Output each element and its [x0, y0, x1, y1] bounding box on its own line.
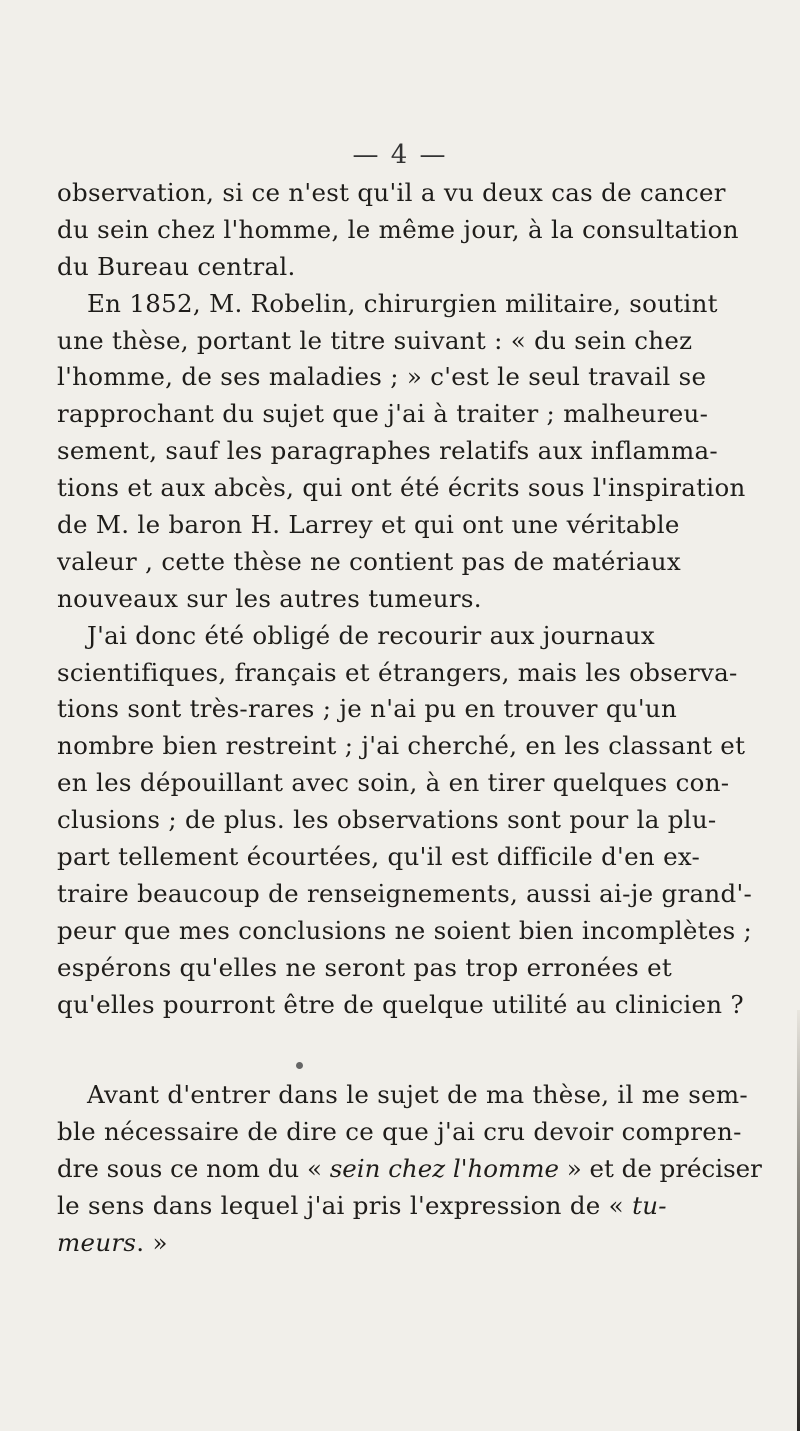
text-segment: » et de préciser: [558, 1153, 762, 1183]
text-line: part tellement écourtées, qu'il est difficile d'en ex-: [57, 842, 701, 872]
text-line: En 1852, M. Robelin, chirurgien militaire, soutint: [87, 288, 718, 318]
italic-segment: meurs: [57, 1227, 137, 1257]
text-line: tions sont très-rares ; je n'ai pu en trouver qu'un: [57, 694, 678, 724]
text-line: une thèse, portant le titre suivant : « du sein chez: [57, 325, 693, 355]
paragraph-block-1: [57, 175, 763, 1023]
text-line: ble nécessaire de dire ce que j'ai cru devoir compren-: [57, 1116, 742, 1146]
text-line: Avant d'entrer dans le sujet de ma thèse, il me sem-: [87, 1080, 748, 1109]
text-line: du sein chez l'homme, le même jour, à la consultation: [57, 214, 739, 244]
text-line: clusions ; de plus. les observations sont pour la plu-: [57, 805, 717, 835]
text-line: observation, si ce n'est qu'il a vu deux cas de cancer: [57, 178, 726, 207]
text-line: qu'elles pourront être de quelque utilité au clinicien ?: [57, 989, 744, 1019]
italic-segment: sein chez l'homme: [329, 1153, 559, 1183]
text-segment: le sens dans lequel j'ai pris l'expression de «: [57, 1190, 633, 1220]
text-line: nombre bien restreint ; j'ai cherché, en les classant et: [57, 731, 746, 761]
text-line: peur que mes conclusions ne soient bien incomplètes ;: [57, 915, 753, 945]
ink-spot: [296, 1062, 303, 1069]
text-line: de M. le baron H. Larrey et qui ont une véritable: [57, 510, 680, 540]
text-line: nouveaux sur les autres tumeurs.: [57, 583, 482, 613]
text-segment: . »: [136, 1227, 168, 1257]
text-line: valeur , cette thèse ne contient pas de matériaux: [57, 546, 681, 576]
text-line: J'ai donc été obligé de recourir aux journaux: [87, 620, 656, 650]
text-line: [57, 1225, 763, 1262]
text-line: rapprochant du sujet que j'ai à traiter ; malheureu-: [57, 399, 709, 429]
paragraph-block-2: [57, 1077, 763, 1261]
text-line: scientifiques, français et étrangers, mais les observa-: [57, 657, 738, 687]
text-line: du Bureau central.: [57, 251, 296, 281]
text-line: en les dépouillant avec soin, à en tirer quelques con-: [57, 768, 730, 798]
italic-segment: tu-: [632, 1190, 667, 1220]
text-line: [57, 1188, 763, 1225]
text-line: l'homme, de ses maladies ; » c'est le seul travail se: [57, 362, 707, 392]
text-line: [57, 1151, 763, 1188]
text-segment: dre sous ce nom du «: [57, 1153, 330, 1183]
text-line: traire beaucoup de renseignements, aussi ai-je grand'-: [57, 878, 753, 908]
text-line: tions et aux abcès, qui ont été écrits sous l'inspiration: [57, 473, 746, 503]
page-number: — 4 —: [352, 140, 448, 170]
text-line: espérons qu'elles ne seront pas trop erronées et: [57, 952, 673, 982]
text-line: sement, sauf les paragraphes relatifs aux inflamma-: [57, 436, 718, 466]
